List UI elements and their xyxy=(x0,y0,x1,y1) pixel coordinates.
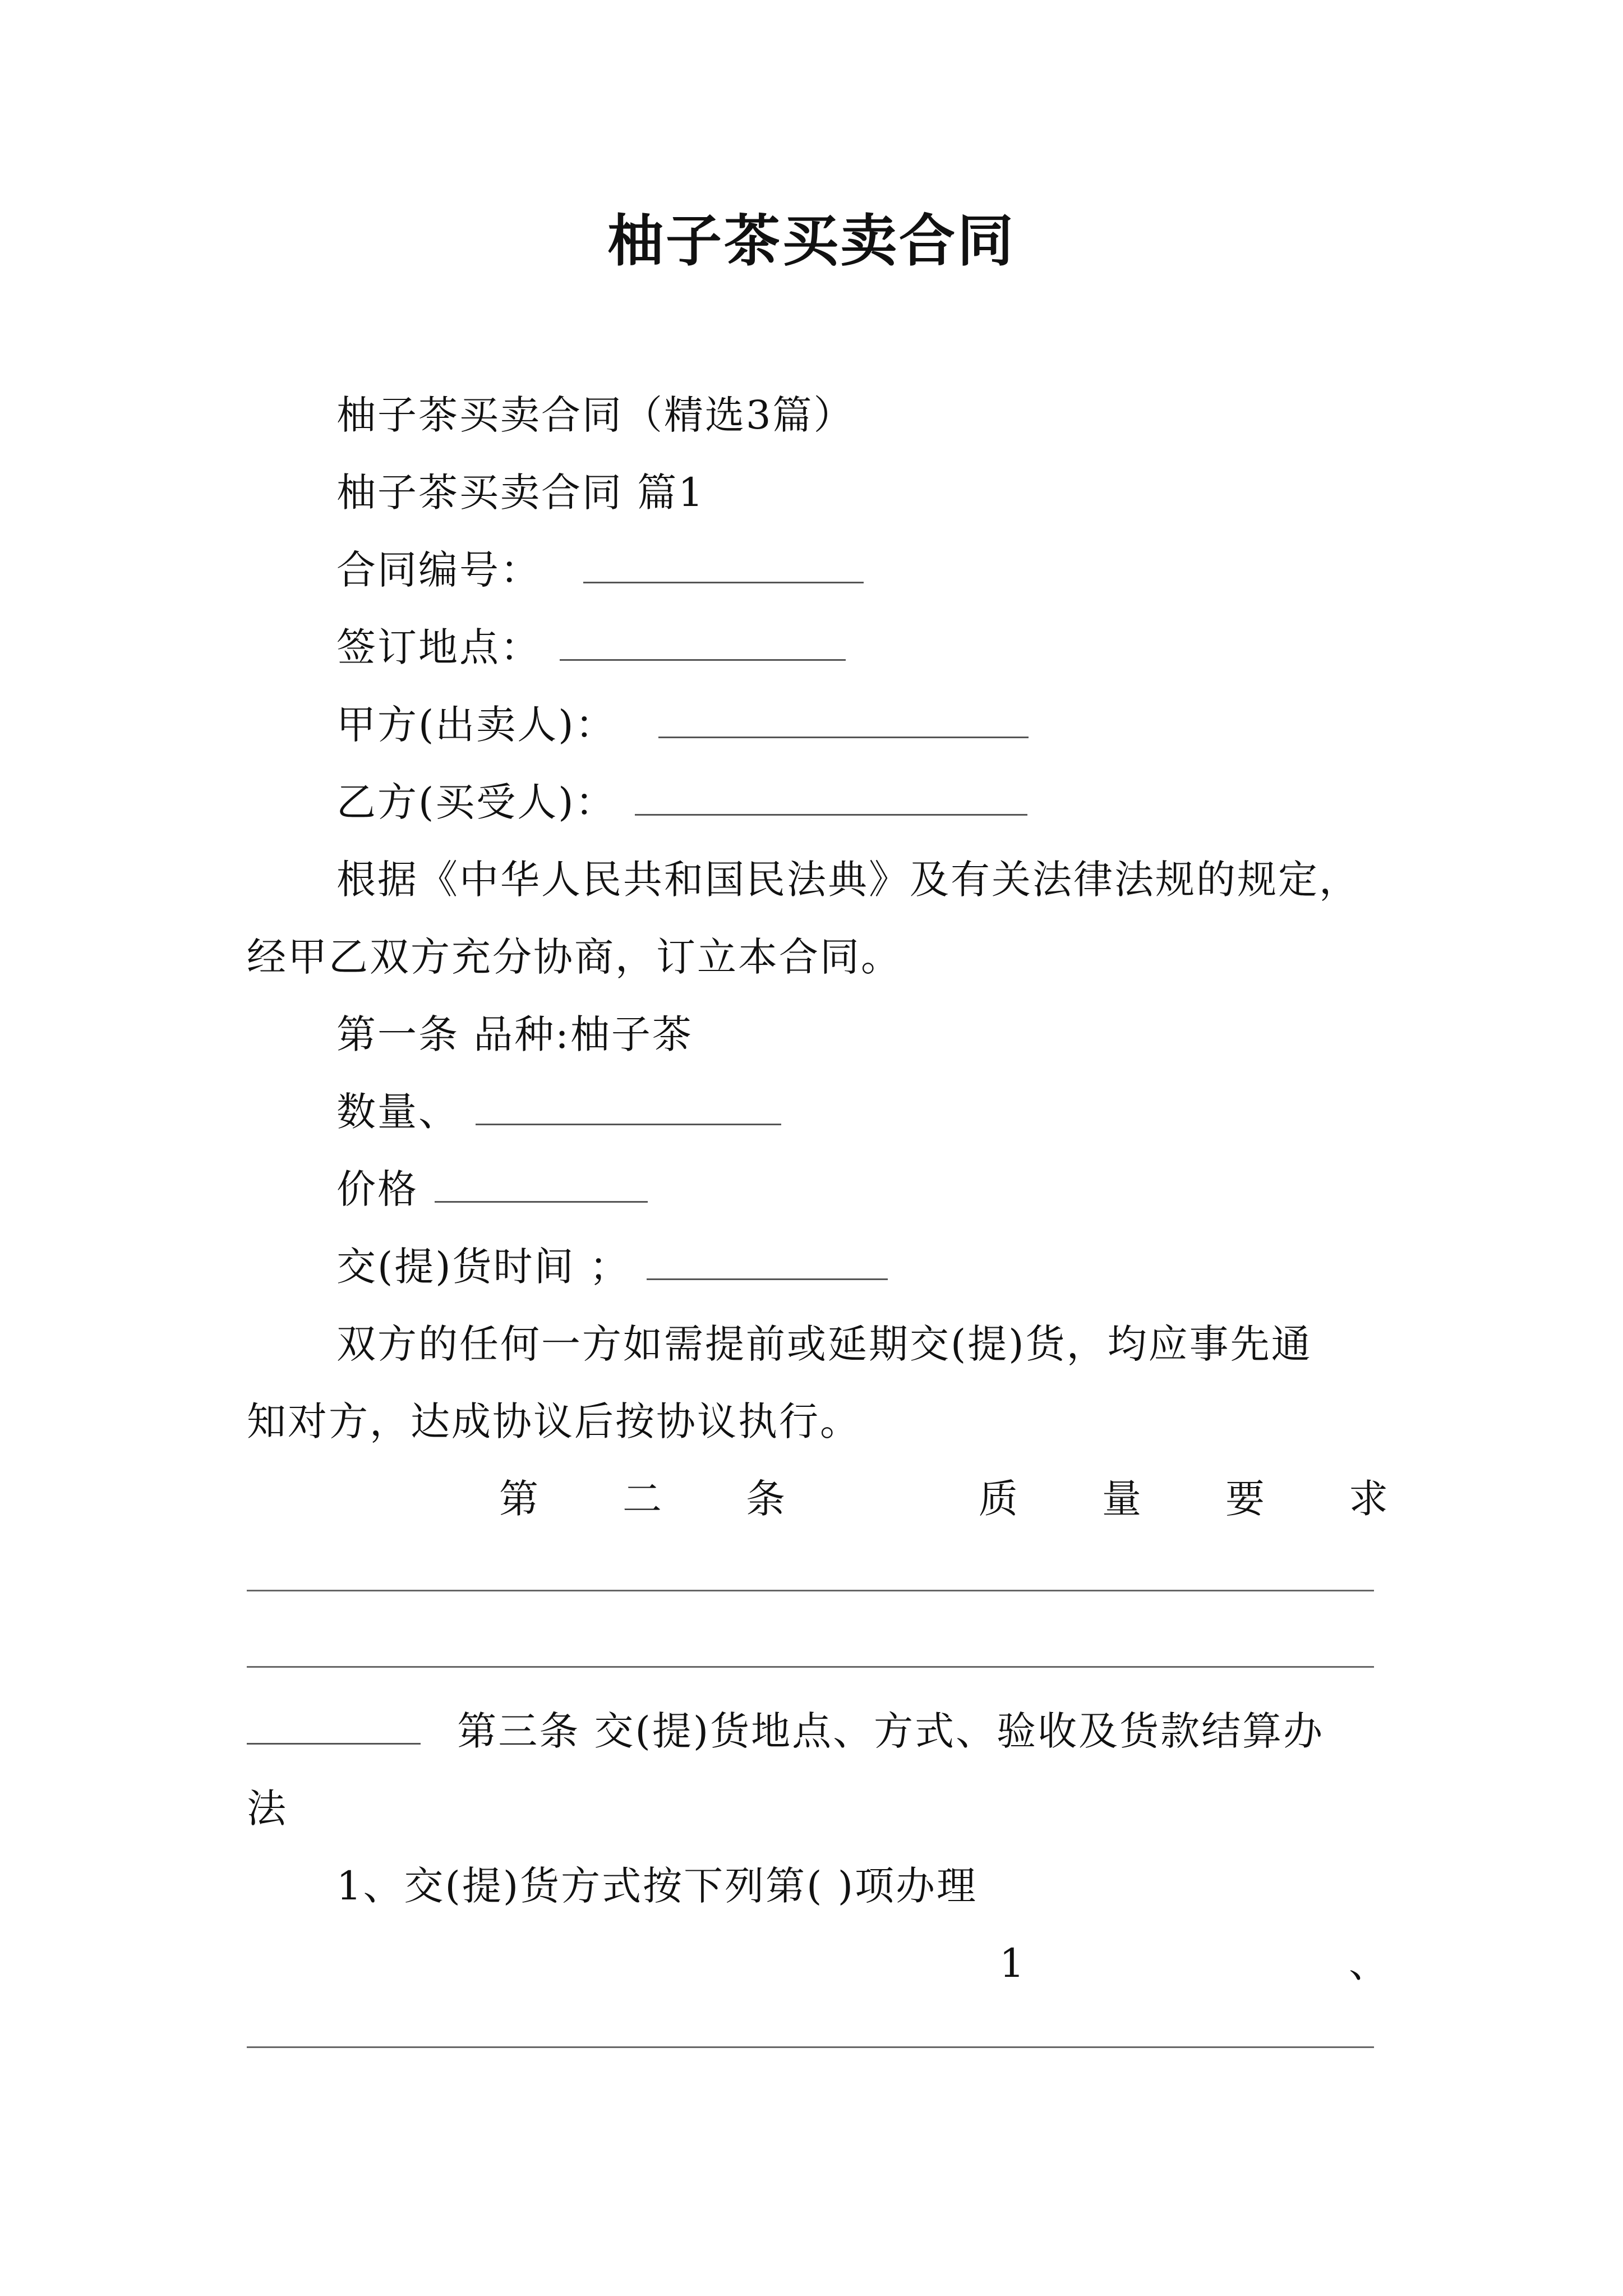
party-a-label: 甲方(出卖人)： xyxy=(336,702,616,748)
basis-line-2: 经甲乙双方充分协商，订立本合同。 xyxy=(247,934,902,980)
signing-place-label: 签订地点： xyxy=(336,624,541,670)
article-1-line: 第一条 品种:柚子茶 xyxy=(336,1011,693,1057)
subtitle-line: 柚子茶买卖合同（精选3篇） xyxy=(336,392,855,438)
party-b-label: 乙方(买受人)： xyxy=(336,779,616,825)
article-3-line-1: 第三条 交(提)货地点、方式、验收及货款结算办 xyxy=(457,1708,1325,1754)
contract-number-label: 合同编号： xyxy=(336,547,541,593)
delivery-time-row xyxy=(336,1239,888,1295)
notice-line-2: 知对方，达成协议后按协议执行。 xyxy=(247,1398,861,1444)
quantity-blank xyxy=(476,1089,781,1125)
article-2-char: 求 xyxy=(1349,1476,1388,1522)
part-heading: 柚子茶买卖合同 篇1 xyxy=(336,470,705,516)
signing-place-row xyxy=(336,619,846,675)
price-blank xyxy=(435,1166,648,1203)
basis-line-1: 根据《中华人民共和国民法典》及有关法律法规的规定， xyxy=(336,857,1360,903)
article-3-leading-blank xyxy=(247,1708,421,1745)
article-2-char: 条 xyxy=(746,1476,785,1522)
item-1-mark: 、 xyxy=(1349,1940,1388,1986)
article-2-char: 二 xyxy=(623,1476,662,1522)
price-label: 价格 xyxy=(336,1166,418,1212)
article-2-char: 要 xyxy=(1225,1476,1265,1522)
quality-blank-rule-1 xyxy=(247,1590,1374,1591)
article-3-line-2: 法 xyxy=(247,1786,288,1832)
party-a-row xyxy=(336,697,1029,753)
article-2-char: 质 xyxy=(979,1476,1018,1522)
party-b-row xyxy=(336,774,1027,830)
notice-line-1: 双方的任何一方如需提前或延期交(提)货，均应事先通 xyxy=(336,1321,1312,1367)
quantity-label: 数量、 xyxy=(336,1089,459,1135)
price-row xyxy=(336,1161,648,1217)
document-title: 柚子茶买卖合同 xyxy=(607,208,1016,274)
item-1-number: 1 xyxy=(999,1940,1025,1986)
delivery-time-blank xyxy=(647,1244,888,1280)
article-2-char: 第 xyxy=(499,1476,538,1522)
contract-number-blank xyxy=(583,547,864,583)
contract-number-row xyxy=(336,542,864,598)
quantity-row xyxy=(336,1084,781,1140)
party-a-blank xyxy=(658,702,1029,738)
article-3-row xyxy=(247,1703,1324,1759)
party-b-blank xyxy=(635,779,1027,816)
delivery-time-label: 交(提)货时间 ； xyxy=(336,1244,630,1290)
quality-blank-rule-2 xyxy=(247,1666,1374,1668)
item-1-blank-rule xyxy=(247,2046,1374,2048)
signing-place-blank xyxy=(560,624,846,661)
article-2-char: 量 xyxy=(1102,1476,1141,1522)
item-1-line: 1、交(提)货方式按下列第( )项办理 xyxy=(336,1863,978,1909)
